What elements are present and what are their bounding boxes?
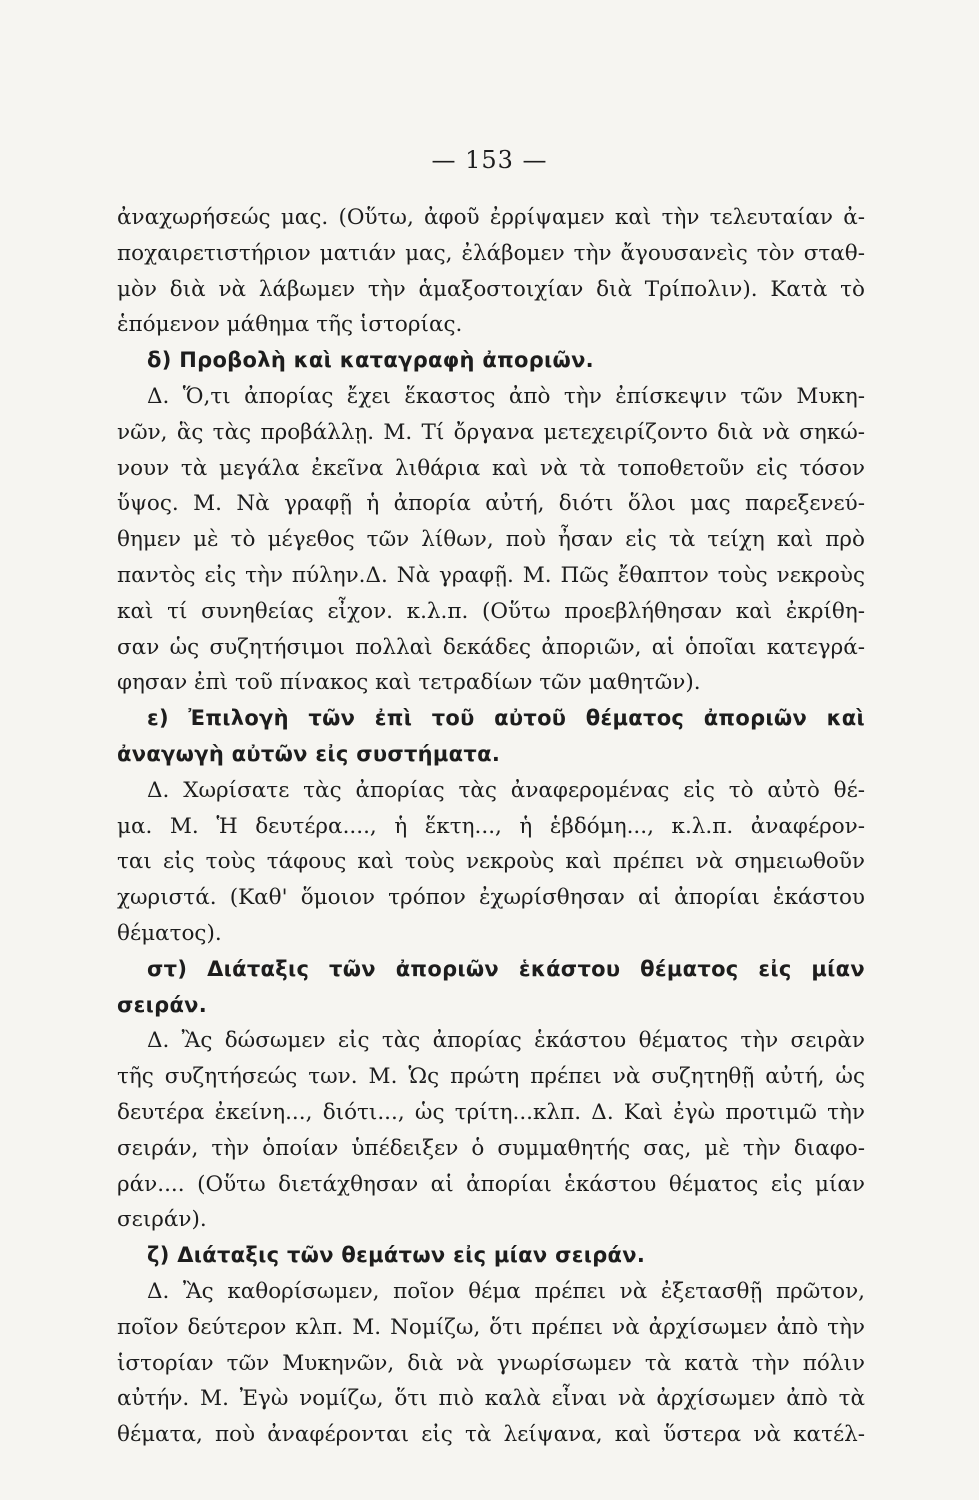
- text-line: καὶ τί συνηθείας εἶχον. κ.λ.π. (Οὕτω προεβλήθησαν καὶ ἐκρίθη-: [117, 598, 865, 624]
- text-line: ἱστορίαν τῶν Μυκηνῶν, διὰ νὰ γνωρίσωμεν τὰ κατὰ τὴν πόλιν: [117, 1350, 865, 1376]
- text-line: Δ. Ὅ,τι ἀπορίας ἔχει ἕκαστος ἀπὸ τὴν ἐπίσκεψιν τῶν Μυκη-: [147, 383, 865, 409]
- text-line: Δ. Ἂς δώσωμεν εἰς τὰς ἀπορίας ἑκάστου θέματος τὴν σειρὰν: [147, 1028, 865, 1054]
- text-line: αὐτήν. Μ. Ἐγὼ νομίζω, ὅτι πιὸ καλὰ εἶναι νὰ ἀρχίσωμεν ἀπὸ τὰ: [117, 1386, 865, 1412]
- page-number: — 153 —: [431, 146, 548, 174]
- text-line: μὸν διὰ νὰ λάβωμεν τὴν ἁμαξοστοιχίαν διὰ Τρίπολιν). Κατὰ τὸ: [117, 276, 865, 302]
- section-heading-line: σειράν.: [117, 992, 208, 1017]
- text-line: Δ. Ἂς καθορίσωμεν, ποῖον θέμα πρέπει νὰ ἐξετασθῇ πρῶτον,: [147, 1278, 865, 1304]
- text-line: θέματος).: [117, 920, 222, 946]
- section-heading-line: στ) Διάταξις τῶν ἀποριῶν ἑκάστου θέματος εἰς μίαν: [147, 956, 865, 981]
- section-heading-line: ἀναγωγὴ αὐτῶν εἰς συστήματα.: [117, 741, 501, 766]
- text-line: ται εἰς τοὺς τάφους καὶ τοὺς νεκροὺς καὶ πρέπει νὰ σημειωθοῦν: [117, 849, 865, 875]
- section-heading-line: ε) Ἐπιλογὴ τῶν ἐπὶ τοῦ αὐτοῦ θέματος ἀποριῶν καὶ: [147, 706, 865, 731]
- text-line: νῶν, ἃς τὰς προβάλλῃ. Μ. Τί ὄργανα μετεχειρίζοντο διὰ νὰ σηκώ-: [117, 419, 865, 445]
- text-line: δευτέρα ἐκείνη..., διότι..., ὡς τρίτη...κλπ. Δ. Καὶ ἐγὼ προτιμῶ τὴν: [117, 1099, 865, 1125]
- text-line: παντὸς εἰς τὴν πύλην.Δ. Νὰ γραφῇ. Μ. Πῶς ἔθαπτον τοὺς νεκροὺς: [117, 562, 865, 588]
- page-body-text: [117, 200, 865, 1453]
- text-line: ἀναχωρήσεώς μας. (Οὕτω, ἀφοῦ ἐρρίψαμεν καὶ τὴν τελευταίαν ἀ-: [117, 205, 865, 230]
- text-line: φησαν ἐπὶ τοῦ πίνακος καὶ τετραδίων τῶν μαθητῶν).: [117, 670, 701, 696]
- text-line: ποῖον δεύτερον κλπ. Μ. Νομίζω, ὅτι πρέπει νὰ ἀρχίσωμεν ἀπὸ τὴν: [117, 1314, 865, 1340]
- text-line: ποχαιρετιστήριον ματιάν μας, ἐλάβομεν τὴν ἄγουσανεὶς τὸν σταθ-: [117, 240, 865, 266]
- text-line: σαν ὡς συζητήσιμοι πολλαὶ δεκάδες ἀποριῶν, αἱ ὁποῖαι κατεγρά-: [117, 634, 865, 660]
- text-line: θημεν μὲ τὸ μέγεθος τῶν λίθων, ποὺ ἦσαν εἰς τὰ τείχη καὶ πρὸ: [117, 527, 865, 553]
- text-line: μα. Μ. Ἡ δευτέρα...., ἡ ἕκτη..., ἡ ἑβδόμη..., κ.λ.π. ἀναφέρον-: [117, 813, 865, 839]
- text-line: νουν τὰ μεγάλα ἐκεῖνα λιθάρια καὶ νὰ τὰ τοποθετοῦν εἰς τόσον: [117, 455, 865, 481]
- text-line: ὕψος. Μ. Νὰ γραφῇ ἡ ἀπορία αὐτή, διότι ὅλοι μας παρεξενεύ-: [117, 491, 865, 517]
- text-line: θέματα, ποὺ ἀναφέρονται εἰς τὰ λείψανα, καὶ ὕστερα νὰ κατέλ-: [117, 1422, 865, 1448]
- section-heading-line: δ) Προβολὴ καὶ καταγραφὴ ἀποριῶν.: [147, 348, 594, 373]
- text-line: ράν.... (Οὕτω διετάχθησαν αἱ ἀπορίαι ἑκάστου θέματος εἰς μίαν: [117, 1171, 865, 1197]
- text-line: χωριστά. (Καθ' ὅμοιον τρόπον ἐχωρίσθησαν αἱ ἀπορίαι ἑκάστου: [117, 885, 865, 911]
- text-line: Δ. Χωρίσατε τὰς ἀπορίας τὰς ἀναφερομένας εἰς τὸ αὐτὸ θέ-: [147, 777, 865, 803]
- text-line: ἑπόμενον μάθημα τῆς ἱστορίας.: [117, 312, 463, 338]
- text-line: σειράν, τὴν ὁποίαν ὑπέδειξεν ὁ συμμαθητής σας, μὲ τὴν διαφο-: [117, 1135, 865, 1161]
- text-line: τῆς συζητήσεώς των. Μ. Ὡς πρώτη πρέπει νὰ συζητηθῇ αὐτή, ὡς: [117, 1064, 865, 1090]
- text-line: σειράν).: [117, 1207, 207, 1233]
- section-heading-line: ζ) Διάταξις τῶν θεμάτων εἰς μίαν σειράν.: [147, 1243, 646, 1268]
